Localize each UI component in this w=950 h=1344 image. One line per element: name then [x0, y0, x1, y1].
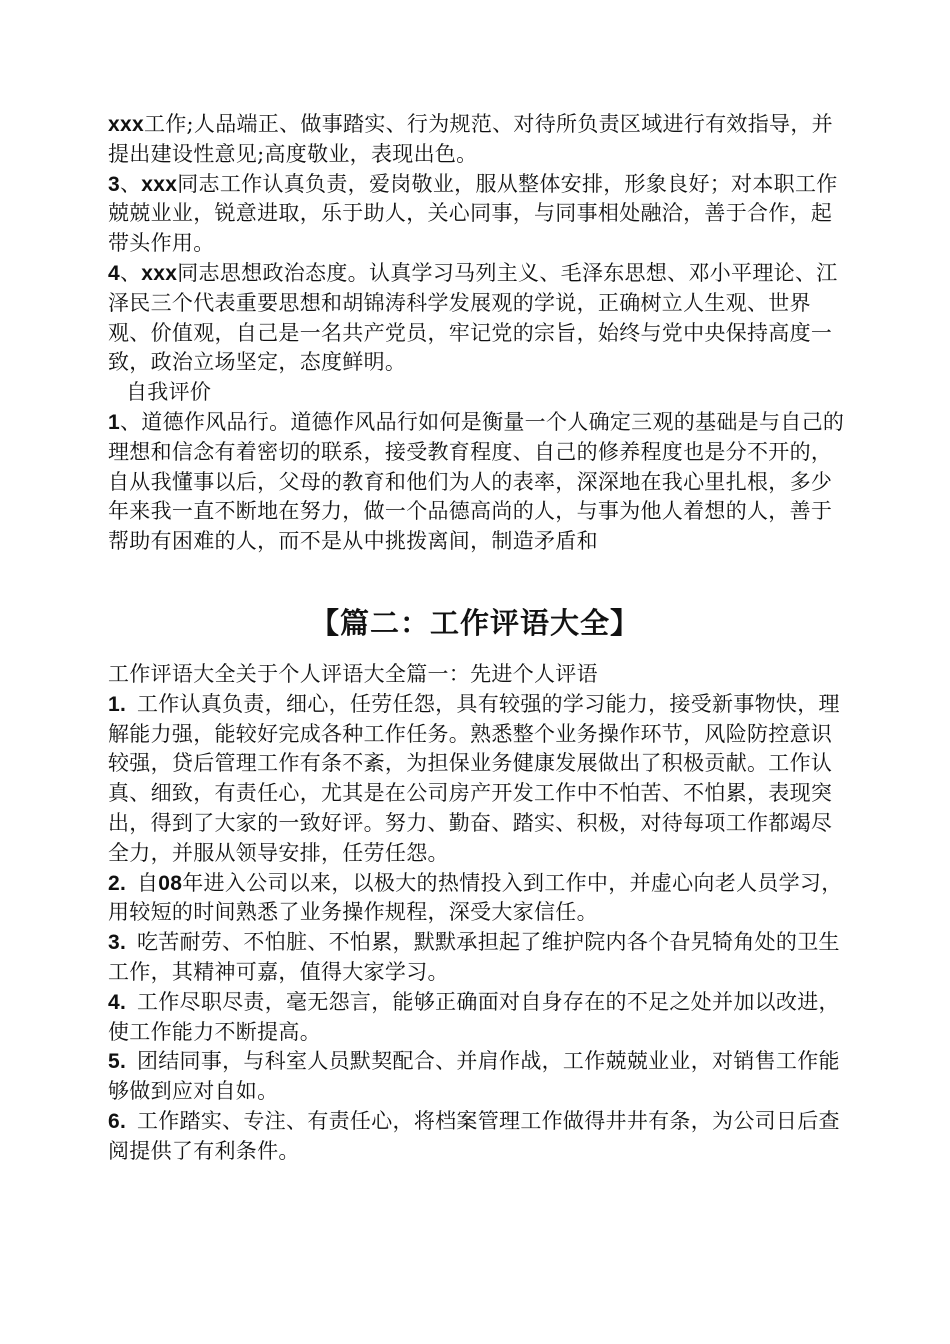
item-text: 工作尽职尽责，毫无怨言，能够正确面对自身存在的不足之处并加以改进，使工作能力不断提高。	[108, 989, 840, 1044]
section-intro: 工作评语大全关于个人评语大全篇一：先进个人评语	[108, 662, 598, 686]
list-item-4	[108, 259, 848, 378]
item-number: 3.	[108, 931, 127, 955]
placeholder-name: xxx	[141, 172, 178, 196]
top-section	[108, 110, 848, 557]
list-item	[108, 1047, 848, 1107]
list-item	[108, 869, 848, 929]
item-separator: 、	[119, 171, 142, 196]
self-eval-heading: 自我评价	[126, 380, 212, 405]
placeholder-name: xxx	[141, 261, 178, 285]
item-number: 3	[108, 172, 120, 196]
list-item	[108, 988, 848, 1048]
item-text: 工作踏实、专注、有责任心，将档案管理工作做得井井有条，为公司日后查阅提供了有利条件。	[108, 1108, 840, 1163]
paragraph-xxx-work	[108, 110, 848, 170]
item-text: 团结同事，与科室人员默契配合、并肩作战，工作兢兢业业，对销售工作能够做到应对自如。	[108, 1049, 840, 1104]
chapter-title: 【篇二：工作评语大全】	[309, 606, 640, 640]
list-item	[108, 928, 848, 988]
list-item	[108, 690, 848, 869]
item-text-prefix: 自	[136, 870, 159, 895]
list-item-3	[108, 170, 848, 259]
item-text: 工作认真负责，细心，任劳任怨，具有较强的学习能力，接受新事物快，理解能力强，能较好完成各种工作任务。熟悉整个业务操作环节，风险防控意识较强，贷后管理工作有条不紊，为担保业务健康发展做出了积极贡献。工作认真、细致，有责任心，尤其是在公司房产开发工作中不怕苦、不怕累，表现突出，得到了大家的一致好评。努力、勤奋、踏实、积极，对待每项工作都竭尽全力，并服从领导安排，任劳任怨。	[108, 691, 840, 865]
item-number: 5.	[108, 1050, 127, 1074]
item-separator: 、	[119, 260, 142, 285]
paragraph-text: 工作;人品端正、做事踏实、行为规范、对待所负责区域进行有效指导，并提出建设性意见;高度敬业，表现出色。	[108, 112, 833, 166]
placeholder-name: xxx	[108, 113, 144, 136]
item-text: 同志思想政治态度。认真学习马列主义、毛泽东思想、邓小平理论、江泽民三个代表重要思想和胡锦涛科学发展观的学说，正确树立人生观、世界观、价值观，自己是一名共产党员，牢记党的宗旨，始终与党中央保持高度一致，政治立场坚定，态度鲜明。	[108, 260, 838, 375]
year-number: 08	[158, 871, 183, 895]
item-number: 2.	[108, 871, 127, 895]
item-number: 1.	[108, 692, 127, 716]
item-number: 6.	[108, 1109, 127, 1133]
item-text: 、道德作风品行。道德作风品行如何是衡量一个人确定三观的基础是与自己的理想和信念有着密切的联系，接受教育程度、自己的修养程度也是分不开的，自从我懂事以后，父母的教育和他们为人的表率，深深地在我心里扎根，多少年来我一直不断地在努力，做一个品德高尚的人，与事为他人着想的人，善于帮助有困难的人，而不是从中挑拨离间，制造矛盾和	[108, 409, 845, 554]
item-number: 1	[108, 410, 120, 434]
list-item	[108, 1107, 848, 1167]
item-text: 同志工作认真负责，爱岗敬业，服从整体安排，形象良好；对本职工作兢兢业业，锐意进取，乐于助人，关心同事，与同事相处融洽，善于合作，起带头作用。	[108, 171, 838, 256]
list-item-1	[108, 408, 848, 557]
item-text: 吃苦耐劳、不怕脏、不怕累，默默承担起了维护院内各个旮旯犄角处的卫生工作，其精神可嘉，值得大家学习。	[108, 930, 840, 984]
item-number: 4.	[108, 990, 127, 1014]
item-text: 年进入公司以来，以极大的热情投入到工作中，并虚心向老人员学习，用较短的时间熟悉了业务操作规程，深受大家信任。	[108, 870, 843, 925]
item-number: 4	[108, 261, 120, 285]
bottom-section	[108, 660, 848, 1167]
